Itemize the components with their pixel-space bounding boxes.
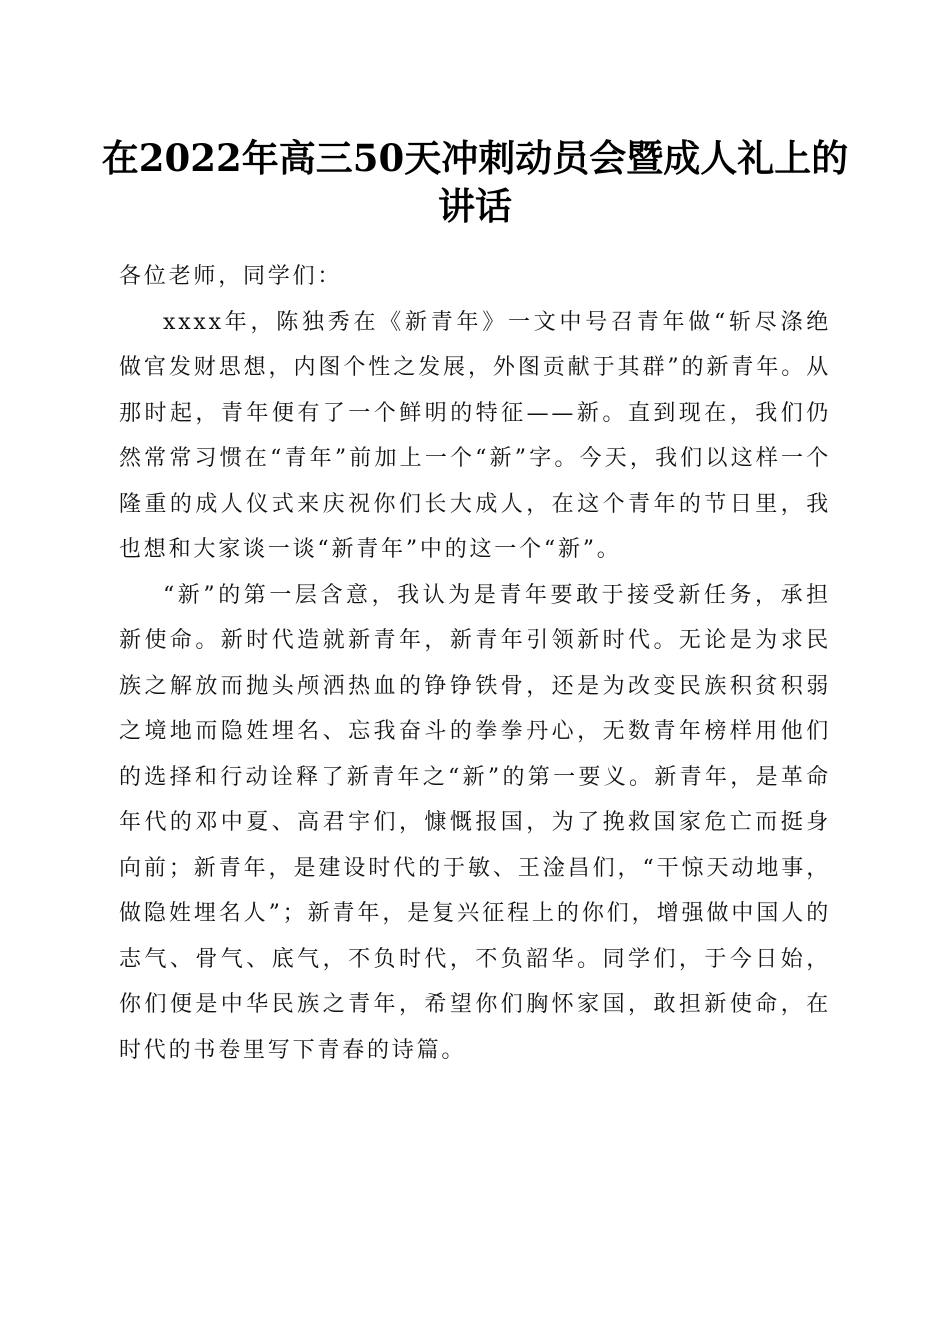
title-line-2: 讲话 (438, 184, 512, 228)
document-body (119, 254, 831, 1073)
document-title (100, 134, 850, 230)
salutation: 各位老师，同学们： (119, 264, 343, 289)
paragraph-2: “新”的第一层含意，我认为是青年要敢于接受新任务，承担新使命。新时代造就新青年，新青年引领新时代。无论是为求民族之解放而抛头颅洒热血的铮铮铁骨，还是为改变民族积贫积弱之境地而隐姓埋名、忘我奋斗的拳拳丹心，无数青年榜样用他们的选择和行动诠释了新青年之“新”的第一要义。新青年，是革命年代的邓中夏、高君宇们，慷慨报国，为了挽救国家危亡而挺身向前；新青年，是建设时代的于敏、王淦昌们，“干惊天动地事，做隐姓埋名人”；新青年，是复兴征程上的你们，增强做中国人的志气、骨气、底气，不负时代，不负韶华。同学们，于今日始，你们便是中华民族之青年，希望你们胸怀家国，敢担新使命，在时代的书卷里写下青春的诗篇。 (119, 582, 831, 1063)
title-line-1: 在2022年高三50天冲刺动员会暨成人礼上的 (101, 136, 849, 180)
paragraph-1: xxxx年，陈独秀在《新青年》一文中号召青年做“斩尽涤绝做官发财思想，内图个性之发展，外图贡献于其群”的新青年。从那时起，青年便有了一个鲜明的特征——新。直到现在，我们仍然常常习惯在“青年”前加上一个“新”字。今天，我们以这样一个隆重的成人仪式来庆祝你们长大成人，在这个青年的节日里，我也想和大家谈一谈“新青年”中的这一个“新”。 (119, 309, 831, 562)
